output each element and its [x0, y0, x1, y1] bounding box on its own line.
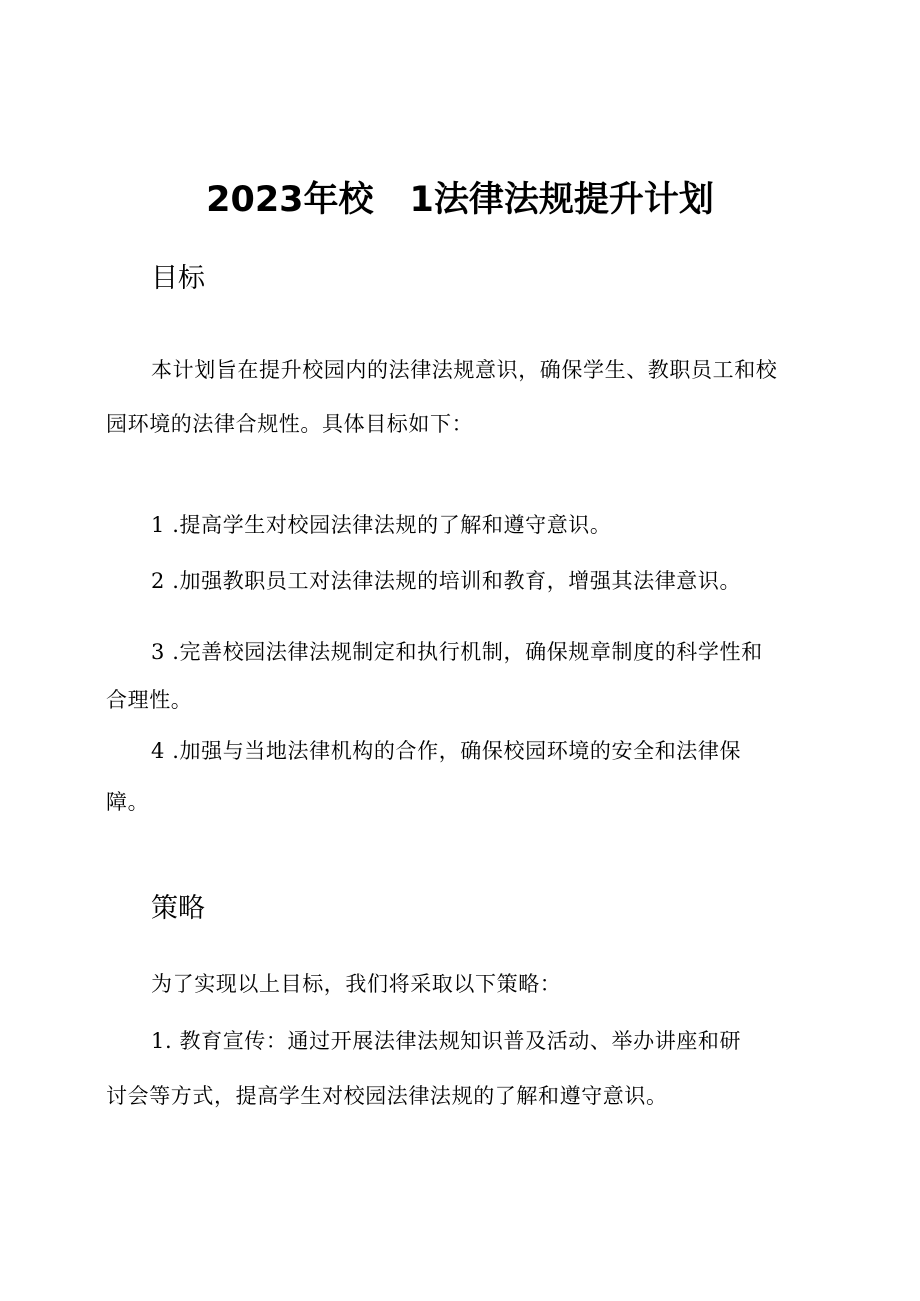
goal-heading: 目标 [151, 263, 205, 294]
strategy-item-1-line-2: 讨会等方式，提高学生对校园法律法规的了解和遵守意识。 [106, 1084, 668, 1108]
strategy-heading: 策略 [151, 893, 205, 924]
goal-intro-line-2: 园环境的法律合规性。具体目标如下： [106, 412, 474, 436]
goal-item-1: 1 .提高学生对校园法律法规的了解和遵守意识。 [151, 513, 612, 537]
document-title [0, 178, 920, 222]
goal-item-3-line-1: 3 .完善校园法律法规制定和执行机制，确保规章制度的科学性和 [151, 640, 763, 664]
goal-item-4-line-1: 4 .加强与当地法律机构的合作，确保校园环境的安全和法律保 [151, 739, 742, 763]
goal-item-4-line-2: 障。 [106, 790, 150, 814]
goal-item-2: 2 .加强教职员工对法律法规的培训和教育，增强其法律意识。 [151, 569, 742, 593]
title-part-2: 1法律法规提升计划 [409, 180, 714, 220]
goal-item-3-line-2: 合理性。 [106, 688, 193, 712]
strategy-item-1-line-1: 1. 教育宣传：通过开展法律法规知识普及活动、举办讲座和研 [151, 1029, 742, 1053]
title-part-1: 2023年校 [206, 180, 374, 220]
goal-intro-line-1: 本计划旨在提升校园内的法律法规意识，确保学生、教职员工和校 [151, 358, 778, 382]
strategy-intro: 为了实现以上目标，我们将采取以下策略： [151, 972, 562, 996]
